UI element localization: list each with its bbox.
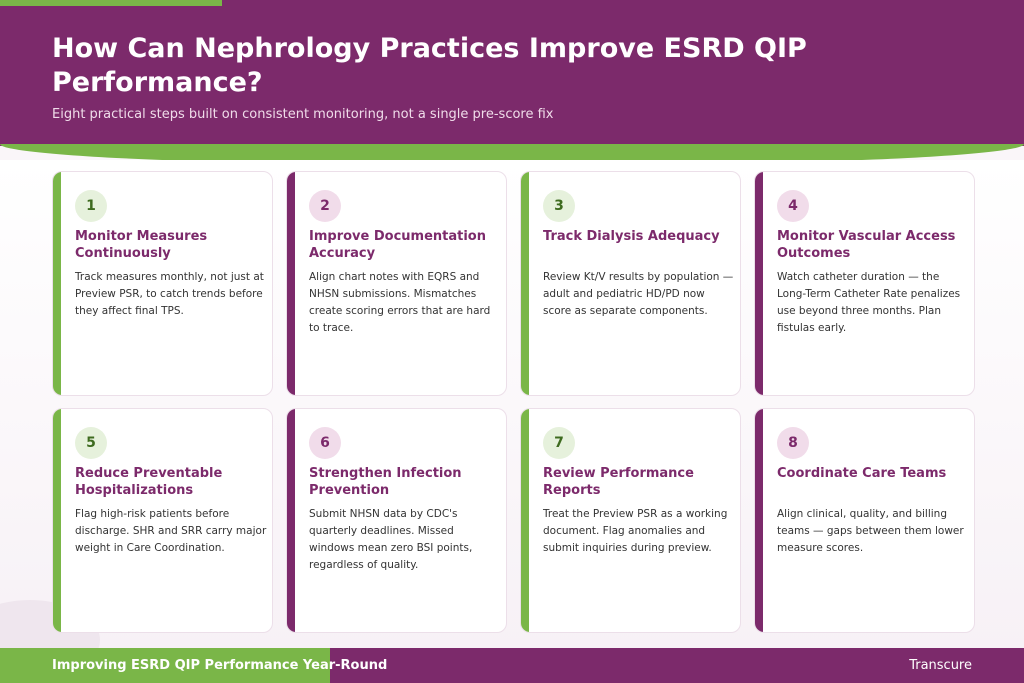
card-accent-bar — [521, 409, 529, 632]
footer-title: Improving ESRD QIP Performance Year-Round — [52, 658, 388, 673]
step-card-1 — [52, 171, 273, 396]
header-accent-stripe — [0, 0, 222, 6]
step-title: Reduce Preventable Hospitalizations — [75, 466, 223, 498]
step-number-badge: 6 — [309, 427, 341, 459]
footer-brand: Transcure — [909, 658, 972, 673]
step-title: Coordinate Care Teams — [777, 466, 947, 481]
step-title: Review Performance Reports — [543, 466, 694, 498]
step-card-5 — [52, 408, 273, 633]
step-description: Flag high-risk patients before discharge. SHR and SRR carry major weight in Care Coordination. — [75, 508, 267, 554]
step-number-badge: 2 — [309, 190, 341, 222]
step-title: Track Dialysis Adequacy — [543, 229, 720, 244]
step-number-badge: 7 — [543, 427, 575, 459]
step-card-3 — [520, 171, 741, 396]
step-card-6 — [286, 408, 507, 633]
step-card-2 — [286, 171, 507, 396]
step-description: Submit NHSN data by CDC's quarterly deadlines. Missed windows mean zero BSI points, regardless of quality. — [309, 508, 473, 571]
step-card-7 — [520, 408, 741, 633]
card-accent-bar — [53, 409, 61, 632]
step-title: Improve Documentation Accuracy — [309, 229, 486, 261]
step-title: Monitor Measures Continuously — [75, 229, 208, 261]
page-title: How Can Nephrology Practices Improve ESRD QIP Performance? — [52, 33, 807, 98]
step-description: Review Kt/V results by population — adult and pediatric HD/PD now score as separate components. — [543, 271, 734, 317]
step-description: Align chart notes with EQRS and NHSN submissions. Mismatches create scoring errors that are hard to trace. — [309, 271, 491, 334]
card-accent-bar — [521, 172, 529, 395]
step-number-badge: 4 — [777, 190, 809, 222]
step-card-8 — [754, 408, 975, 633]
card-accent-bar — [287, 409, 295, 632]
step-title: Monitor Vascular Access Outcomes — [777, 229, 956, 261]
step-description: Watch catheter duration — the Long-Term Catheter Rate penalizes use beyond three months. Plan fistulas early. — [777, 271, 961, 334]
page-subtitle: Eight practical steps built on consistent monitoring, not a single pre-score fix — [52, 107, 554, 122]
step-description: Align clinical, quality, and billing teams — gaps between them lower measure scores. — [777, 508, 964, 554]
card-accent-bar — [53, 172, 61, 395]
card-accent-bar — [755, 172, 763, 395]
step-description: Track measures monthly, not just at Preview PSR, to catch trends before they affect final TPS. — [75, 271, 264, 317]
step-title: Strengthen Infection Prevention — [309, 466, 462, 498]
step-number-badge: 1 — [75, 190, 107, 222]
card-accent-bar — [755, 409, 763, 632]
step-card-4 — [754, 171, 975, 396]
step-description: Treat the Preview PSR as a working document. Flag anomalies and submit inquiries during preview. — [543, 508, 728, 554]
step-number-badge: 3 — [543, 190, 575, 222]
step-number-badge: 8 — [777, 427, 809, 459]
step-number-badge: 5 — [75, 427, 107, 459]
card-accent-bar — [287, 172, 295, 395]
